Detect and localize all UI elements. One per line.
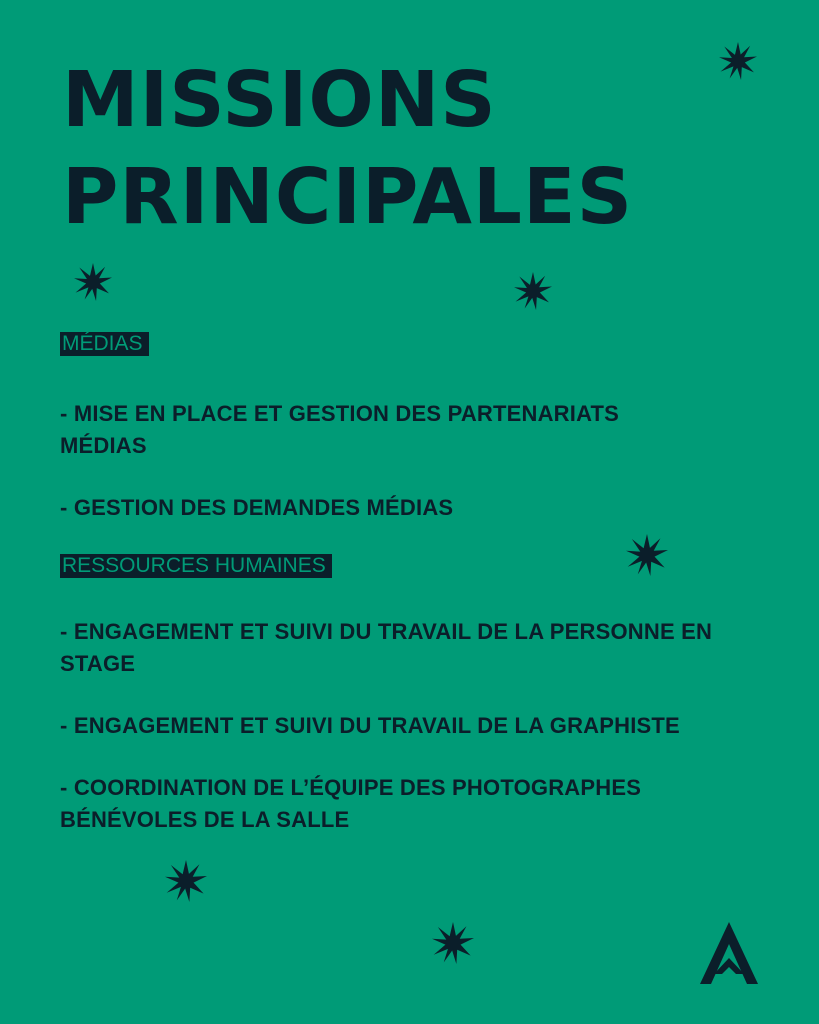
- list-item: - COORDINATION DE L’ÉQUIPE DES PHOTOGRAPHES BÉNÉVOLES DE LA SALLE: [60, 775, 642, 832]
- star-burst-icon: [514, 272, 552, 310]
- page-title: [62, 52, 633, 246]
- star-burst-icon: [626, 534, 668, 576]
- section-medias: [60, 332, 790, 524]
- star-burst-icon: [432, 922, 474, 964]
- title-line-1: MISSIONS: [62, 56, 497, 145]
- section-label-medias: MÉDIAS: [60, 332, 149, 356]
- star-burst-icon: [74, 263, 112, 301]
- section-label-ressources-humaines: RESSOURCES HUMAINES: [60, 554, 332, 578]
- list-item: - ENGAGEMENT ET SUIVI DU TRAVAIL DE LA GRAPHISTE: [60, 713, 680, 738]
- logo-icon: [700, 922, 758, 984]
- list-item: - ENGAGEMENT ET SUIVI DU TRAVAIL DE LA PERSONNE EN STAGE: [60, 619, 713, 676]
- list-item: - MISE EN PLACE ET GESTION DES PARTENARIATS MÉDIAS: [60, 401, 620, 458]
- section-ressources-humaines: [60, 554, 790, 836]
- list-item: - GESTION DES DEMANDES MÉDIAS: [60, 495, 454, 520]
- title-line-2: PRINCIPALES: [62, 153, 634, 242]
- missions-content: [60, 332, 790, 836]
- star-burst-icon: [719, 42, 757, 80]
- star-burst-icon: [165, 860, 207, 902]
